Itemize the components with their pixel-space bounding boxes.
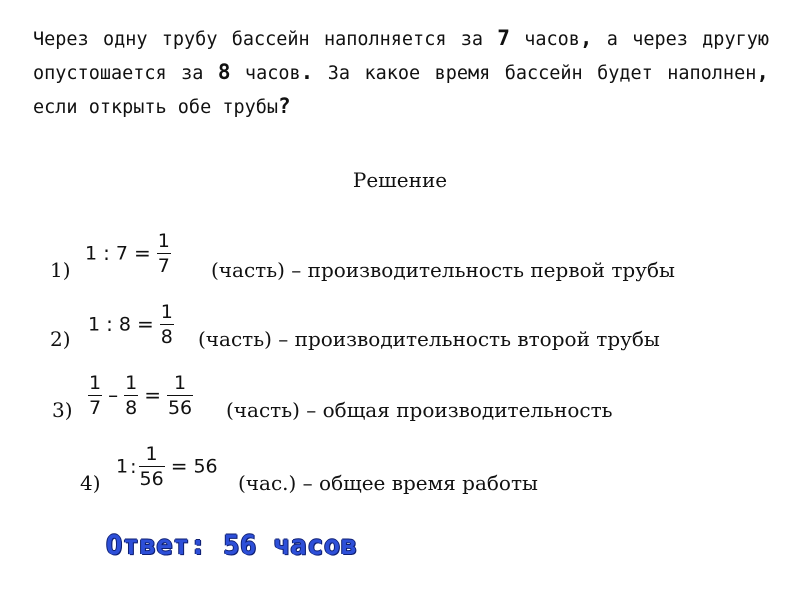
fraction-denominator: 8 — [125, 397, 138, 419]
problem-text: если открыть обе трубы — [33, 97, 279, 118]
fraction-numerator: 1 — [145, 443, 158, 465]
equals-sign: = — [133, 240, 151, 265]
problem-text: а через другую опустошается за — [33, 29, 769, 84]
solution-step-3 — [0, 374, 800, 444]
result-fraction — [167, 374, 193, 418]
dividend: 1 — [88, 313, 101, 336]
step-description: (час.) – общее время работы — [238, 471, 538, 495]
fraction-numerator: 1 — [157, 230, 170, 252]
fraction-denominator: 7 — [89, 397, 102, 419]
step-number: 2) — [50, 327, 71, 351]
problem-text: За какое время бассейн будет наполнен — [313, 63, 757, 84]
equals-sign: = — [144, 382, 161, 407]
problem-punct: , — [579, 26, 593, 50]
fraction-numerator: 1 — [125, 372, 138, 394]
equals-sign: = — [136, 311, 154, 336]
problem-punct: , — [756, 60, 770, 84]
fraction-denominator: 56 — [139, 468, 164, 490]
dividend: 1 — [116, 455, 129, 478]
step-expression — [116, 445, 218, 489]
fraction-numerator: 1 — [89, 372, 102, 394]
solution-step-2 — [0, 303, 800, 373]
divisor-fraction — [139, 445, 165, 489]
step-number: 1) — [50, 258, 71, 282]
minus-sign: – — [108, 382, 119, 407]
problem-text: часов — [509, 29, 580, 50]
dividend: 1 — [85, 242, 98, 265]
result-value: 56 — [193, 455, 218, 478]
step-expression — [88, 303, 174, 347]
divisor: 8 — [118, 313, 131, 336]
answer-text: Ответ: 56 часов — [106, 530, 358, 561]
drain-hours-value: 8 — [217, 60, 231, 84]
fraction-denominator: 7 — [157, 255, 170, 277]
step-description: (часть) – производительность первой трубы — [211, 258, 675, 282]
fill-hours-value: 7 — [497, 26, 510, 50]
first-fraction — [88, 374, 102, 418]
problem-text: часов — [230, 63, 301, 84]
second-fraction — [124, 374, 138, 418]
problem-text: Через одну трубу бассейн наполняется за — [33, 29, 498, 50]
solution-step-1 — [0, 232, 800, 302]
solution-title: Решение — [352, 168, 448, 192]
step-description: (часть) – производительность второй трубы — [198, 327, 660, 351]
fraction-numerator: 1 — [160, 301, 173, 323]
equals-sign: = — [170, 453, 188, 478]
divide-operator: : — [103, 240, 110, 265]
problem-statement — [33, 22, 769, 124]
step-expression — [85, 232, 171, 276]
result-fraction — [160, 303, 174, 347]
step-number: 3) — [52, 398, 73, 422]
solution-step-4 — [0, 445, 800, 515]
step-description: (часть) – общая производительность — [226, 398, 613, 422]
result-fraction — [157, 232, 171, 276]
divisor: 7 — [115, 242, 128, 265]
divide-operator: : — [130, 455, 137, 478]
divide-operator: : — [106, 311, 113, 336]
step-expression — [88, 374, 193, 418]
step-number: 4) — [80, 471, 101, 495]
fraction-denominator: 56 — [167, 397, 193, 419]
problem-punct: ? — [278, 94, 291, 118]
fraction-denominator: 8 — [160, 326, 173, 348]
fraction-numerator: 1 — [174, 372, 187, 394]
problem-punct: . — [300, 60, 314, 84]
